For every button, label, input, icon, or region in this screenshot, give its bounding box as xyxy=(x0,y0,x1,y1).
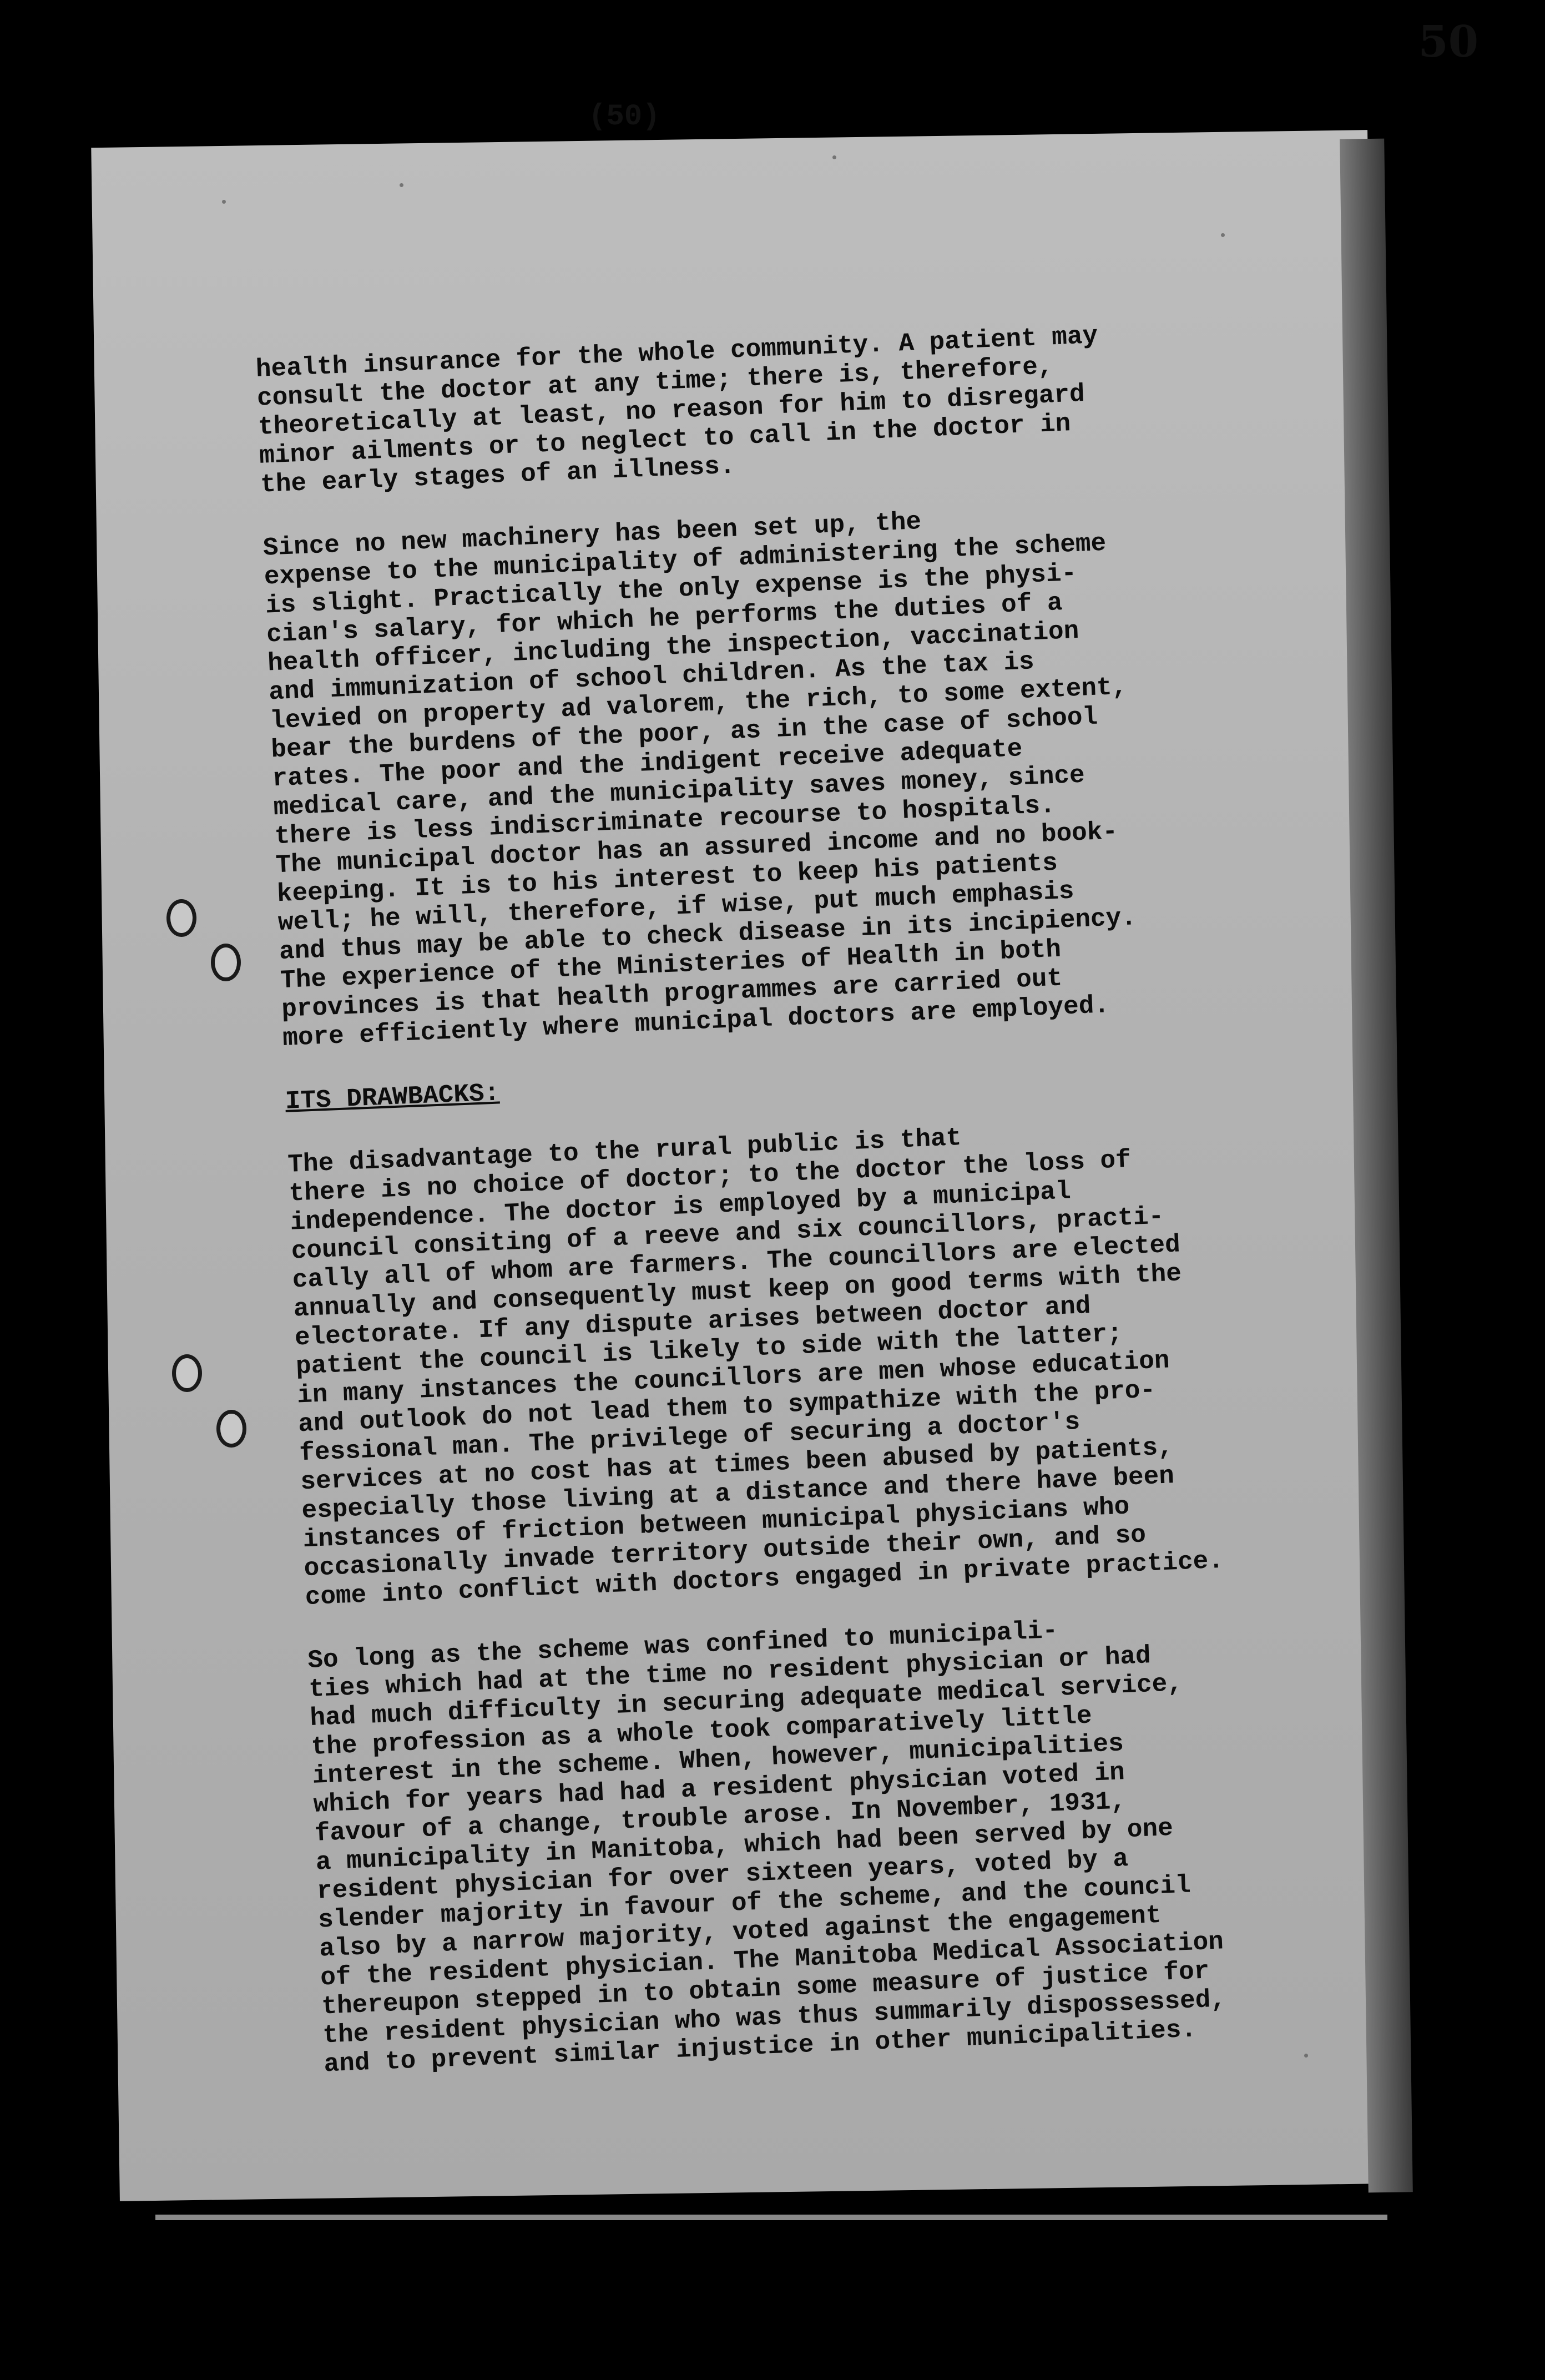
punch-hole-icon xyxy=(216,1410,246,1448)
page-number: 50 xyxy=(1418,17,1478,67)
paragraph-4: So long as the scheme was confined to municipali- ties which had at the time no resident physician or had had much difficulty in securing adequate medical service, the profession as a whole took comparatively little interest in the scheme. When, however, municipalities which for years had had a resident physician voted in favour of a change, trouble arose. In November, 1931, a municipality in Manitoba, which had been served by one resident physician for over sixteen years, voted by a slender majority in favour of the scheme, and the council also by a narrow majority, voted against the engagement of the resident physician. The Manitoba Medical Association thereupon stepped in to obtain some measure of justice for the resident physician who was thus summarily dispossessed, and to prevent similar injustice in other municipalities. xyxy=(307,1616,1227,2079)
punch-hole-icon xyxy=(211,944,241,981)
dust-speck xyxy=(400,183,403,187)
dust-speck xyxy=(832,155,836,159)
section-heading: ITS DRAWBACKS: xyxy=(284,1078,501,1116)
typed-body-text xyxy=(255,311,1411,2079)
typed-page-label: (50) xyxy=(588,100,660,134)
bottom-rule xyxy=(155,2215,1387,2220)
dust-speck xyxy=(1304,2054,1308,2058)
dust-speck xyxy=(222,200,226,204)
punch-hole-icon xyxy=(172,1354,202,1392)
paragraph-3: The disadvantage to the rural public is that there is no choice of doctor; to the doctor the loss of independence. The doctor is employed by a municipal council consiting of a reeve and six councillors, practi- cally all of whom are farmers. The councillors are elected annually and consequently must keep on good terms with the electorate. If any dispute arises between doctor and patient the council is likely to side with the latter; in many instances the councillors are men whose education and outlook do not lead them to sympathize with the pro- fessional man. The privilege of securing a doctor's services at no cost has at times been abused by patients, especially those living at a distance and there have been instances of friction between municipal physicians who occasionally invade territory outside their own, and so come into conflict with doctors engaged in private practice. xyxy=(287,1123,1224,1612)
paragraph-1: health insurance for the whole community. A patient may consult the doctor at any time; there is, therefore, theoretically at least, no reason for him to disregard minor ailments or to neglect to call in the doctor in the early stages of an illness. xyxy=(255,321,1099,500)
dust-speck xyxy=(1221,233,1225,237)
punch-hole-icon xyxy=(166,899,196,937)
paragraph-2: Since no new machinery has been set up, the expense to the municipality of administering the scheme is slight. Practically the only expense is the physi- cian's salary, for which he performs the duties of a health officer, including the inspection, vaccination and immunization of school children. As the tax is levied on property ad valorem, the rich, to some extent, bear the burdens of the poor, as in the case of school rates. The poor and the indigent receive adequate medical care, and the municipality saves money, since there is less indiscriminate recourse to hospitals. The municipal doctor has an assured income and no book- keeping. It is to his interest to keep his patients well; he will, therefore, if wise, put much emphasis and thus may be able to check disease in its incipiency. The experience of the Ministeries of Health in both provinces is that health programmes are carried out more efficiently where municipal doctors are employed. xyxy=(262,507,1137,1053)
